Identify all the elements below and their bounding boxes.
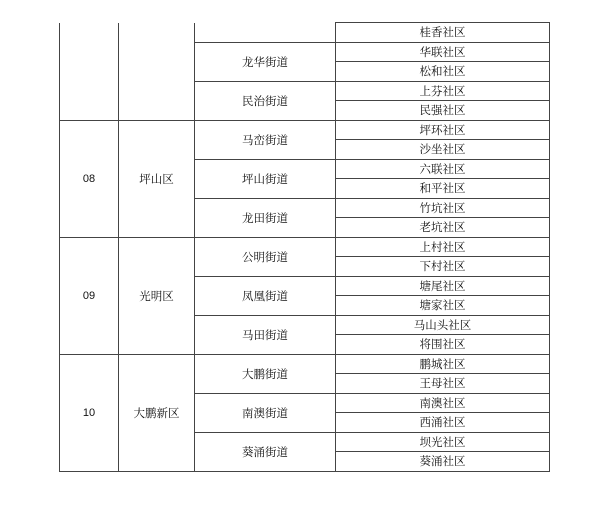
street-name-cell: 大鹏街道	[195, 354, 336, 393]
community-name-cell: 南澳社区	[336, 393, 550, 413]
district-name-cell: 大鹏新区	[119, 354, 195, 471]
street-name-cell: 马田街道	[195, 315, 336, 354]
community-name-cell: 沙坐社区	[336, 140, 550, 160]
table-row	[60, 120, 550, 140]
street-name-cell: 龙华街道	[195, 42, 336, 81]
community-name-cell: 坝光社区	[336, 432, 550, 452]
district-number-cell: 09	[60, 237, 119, 354]
district-name-cell: 光明区	[119, 237, 195, 354]
street-name-cell: 葵涌街道	[195, 432, 336, 471]
community-name-cell: 和平社区	[336, 179, 550, 199]
table-row	[60, 354, 550, 374]
table-body	[60, 23, 550, 472]
community-name-cell: 竹坑社区	[336, 198, 550, 218]
community-name-cell: 上村社区	[336, 237, 550, 257]
street-name-cell	[195, 23, 336, 43]
community-name-cell: 桂香社区	[336, 23, 550, 43]
community-name-cell: 坪环社区	[336, 120, 550, 140]
street-name-cell: 马峦街道	[195, 120, 336, 159]
table-row	[60, 23, 550, 43]
community-name-cell: 西涌社区	[336, 413, 550, 433]
community-name-cell: 将围社区	[336, 335, 550, 355]
street-name-cell: 凤凰街道	[195, 276, 336, 315]
table-row	[60, 237, 550, 257]
district-street-community-table	[59, 22, 550, 472]
community-name-cell: 老坑社区	[336, 218, 550, 238]
street-name-cell: 公明街道	[195, 237, 336, 276]
community-name-cell: 马山头社区	[336, 315, 550, 335]
community-name-cell: 六联社区	[336, 159, 550, 179]
community-name-cell: 松和社区	[336, 62, 550, 82]
community-name-cell: 民强社区	[336, 101, 550, 121]
community-name-cell: 塘尾社区	[336, 276, 550, 296]
district-name-cell	[119, 23, 195, 121]
street-name-cell: 南澳街道	[195, 393, 336, 432]
district-name-cell: 坪山区	[119, 120, 195, 237]
street-name-cell: 民治街道	[195, 81, 336, 120]
street-name-cell: 坪山街道	[195, 159, 336, 198]
community-name-cell: 葵涌社区	[336, 452, 550, 472]
district-number-cell: 08	[60, 120, 119, 237]
community-name-cell: 下村社区	[336, 257, 550, 277]
district-number-cell: 10	[60, 354, 119, 471]
district-number-cell	[60, 23, 119, 121]
community-name-cell: 王母社区	[336, 374, 550, 394]
community-name-cell: 华联社区	[336, 42, 550, 62]
community-name-cell: 塘家社区	[336, 296, 550, 316]
community-name-cell: 上芬社区	[336, 81, 550, 101]
community-name-cell: 鹏城社区	[336, 354, 550, 374]
street-name-cell: 龙田街道	[195, 198, 336, 237]
